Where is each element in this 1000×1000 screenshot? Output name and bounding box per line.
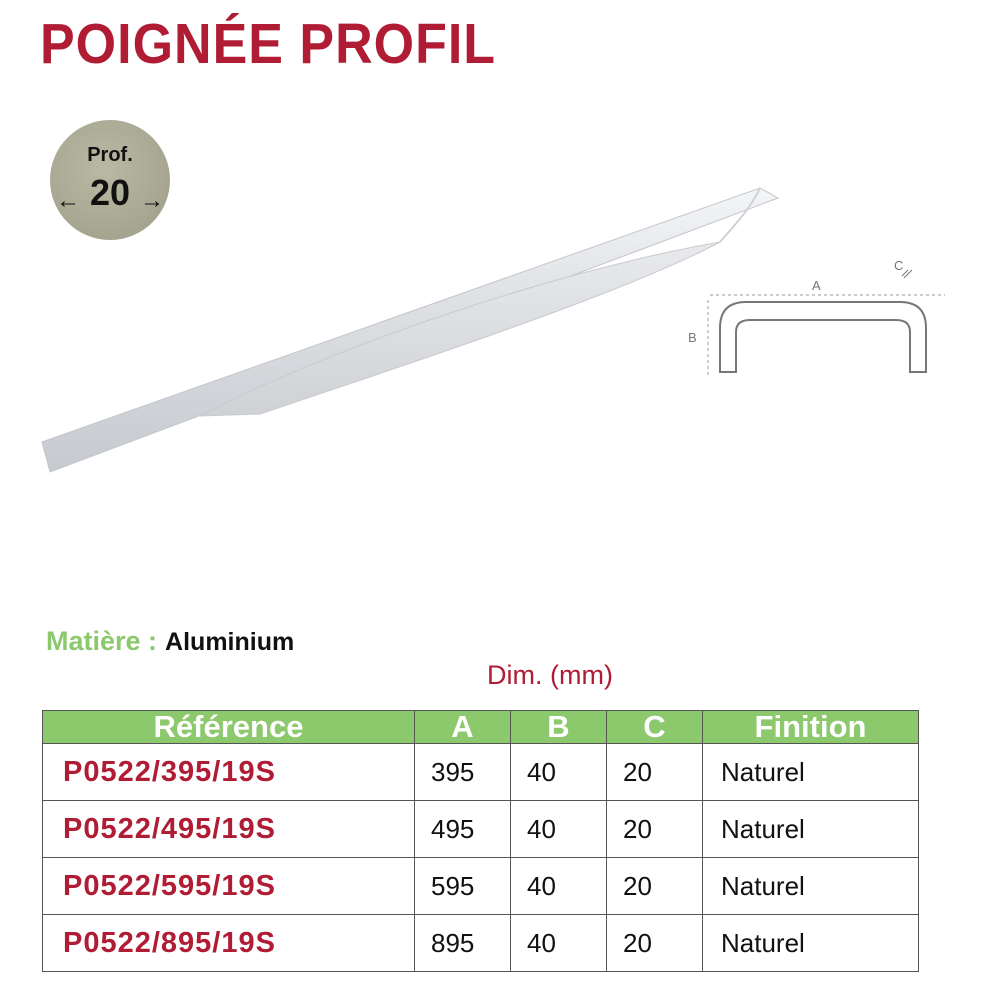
header-reference: Référence	[43, 711, 415, 744]
material-line	[46, 626, 294, 657]
header-c: C	[607, 711, 703, 744]
finition-cell: Naturel	[703, 858, 919, 915]
a-cell: 395	[415, 744, 511, 801]
b-cell: 40	[511, 744, 607, 801]
header-b: B	[511, 711, 607, 744]
c-cell: 20	[607, 801, 703, 858]
b-cell: 40	[511, 801, 607, 858]
header-finition: Finition	[703, 711, 919, 744]
finition-cell: Naturel	[703, 744, 919, 801]
reference-cell: P0522/595/19S	[43, 858, 415, 915]
arrow-left-icon: ←	[56, 187, 80, 214]
a-cell: 495	[415, 801, 511, 858]
handle-product-image	[30, 180, 790, 490]
table-header-row	[43, 711, 919, 744]
table-row	[43, 915, 919, 972]
dimension-label-a: A	[812, 278, 821, 293]
table-row	[43, 858, 919, 915]
dimensions-unit-label: Dim. (mm)	[487, 660, 613, 690]
c-cell: 20	[607, 744, 703, 801]
finition-cell: Naturel	[703, 801, 919, 858]
finition-cell: Naturel	[703, 915, 919, 972]
header-a: A	[415, 711, 511, 744]
reference-cell: P0522/895/19S	[43, 915, 415, 972]
reference-cell: P0522/395/19S	[43, 744, 415, 801]
a-cell: 595	[415, 858, 511, 915]
depth-badge-label: Prof.	[87, 144, 133, 166]
dimension-label-c: C	[894, 258, 904, 273]
b-cell: 40	[511, 915, 607, 972]
reference-cell: P0522/495/19S	[43, 801, 415, 858]
reference-table	[42, 710, 919, 972]
material-value: Aluminium	[165, 628, 295, 656]
table-row	[43, 801, 919, 858]
c-cell: 20	[607, 915, 703, 972]
depth-badge-value: 20	[89, 172, 131, 213]
c-cell: 20	[607, 858, 703, 915]
b-cell: 40	[511, 858, 607, 915]
dimension-diagram	[680, 250, 950, 390]
table-row	[43, 744, 919, 801]
dimension-label-b: B	[688, 330, 697, 345]
material-label: Matière :	[46, 626, 158, 656]
page-title: POIGNÉE PROFIL	[40, 13, 497, 76]
arrow-right-icon: →	[140, 187, 164, 214]
a-cell: 895	[415, 915, 511, 972]
